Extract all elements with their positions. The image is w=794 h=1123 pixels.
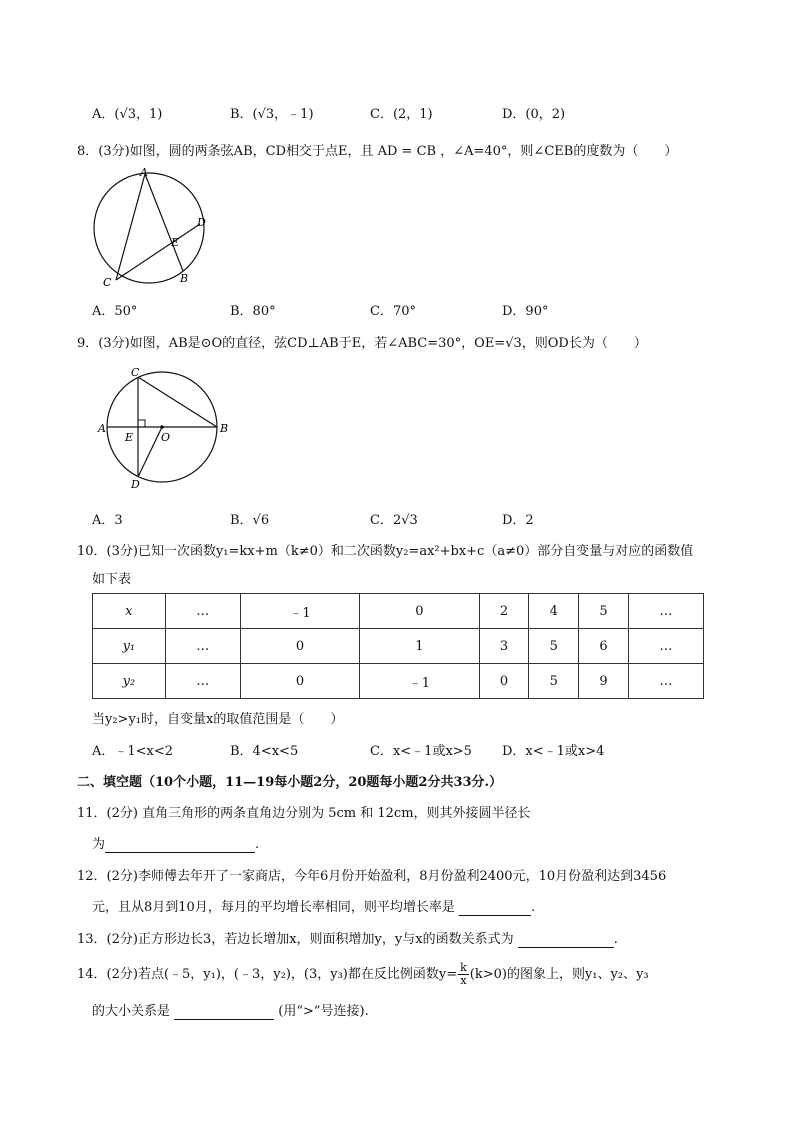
section-heading: 二、填空题（10个小题，11—19每小题2分，20题每小题2分共33分.） [77,775,503,790]
q8-circle-figure [88,166,218,286]
table-cell: ﹣1 [360,664,479,699]
table-cell: 5 [529,664,579,699]
table-cell: ﹣1 [240,594,359,629]
q10-question: 当y₂>y₁时，自变量x的取值范围是（ ） [92,712,344,727]
q10-value-table [92,593,704,699]
q13-text-prefix: 13．(2分)正方形边长3，若边长增加x，则面积增加y，y与x的函数关系式为 [77,932,514,947]
table-cell: 0 [479,664,529,699]
table-row [93,664,704,699]
q9-option-c: C．2√3 [370,513,418,528]
q9-label-d: D [131,478,140,490]
q8-option-a: A．50° [92,304,138,319]
q14-line1 [77,962,649,987]
q10-stem-line1: 10．(3分)已知一次函数y₁=kx+m（k≠0）和二次函数y₂=ax²+bx+c（a≠0）部分自变量与对应的函数值 [77,544,694,559]
q14-text-prefix: 14．(2分)若点(﹣5，y₁)，(﹣3，y₂)，(3，y₃)都在反比例函数y= [77,967,458,982]
q7-option-c: C．(2，1) [370,107,433,122]
q11-text-prefix: 为 [92,837,106,852]
q14-line2-suffix: (用“>”号连接). [278,1004,369,1019]
table-cell: 0 [240,664,359,699]
q10-option-c: C．x<﹣1或x>5 [370,744,472,759]
q9-label-c: C [131,366,140,379]
table-cell: … [165,664,240,699]
q14-fraction [458,962,469,987]
table-cell: 5 [579,594,629,629]
q14-fraction-denominator: x [460,974,467,987]
q9-label-b: B [220,422,229,435]
q11-answer-blank[interactable] [105,837,255,853]
q7-option-b: B．(√3，﹣1) [230,107,314,122]
q9-option-a: A．3 [92,513,123,528]
q10-stem-line2: 如下表 [92,572,132,587]
q14-line2-prefix: 的大小关系是 [92,1004,171,1019]
q12-text-suffix: . [530,900,536,915]
q8-label-e: E [171,236,180,249]
q9-label-e: E [125,431,134,444]
q9-option-d: D．2 [502,513,534,528]
table-cell: x [93,594,166,629]
q11-line1: 11．(2分) 直角三角形的两条直角边分别为 5cm 和 12cm，则其外接圆半径长 [77,806,531,821]
q8-stem: 8．(3分)如图，圆的两条弦AB，CD相交于点E，且 AD = CB ，∠A=40°，则∠CEB的度数为（ ） [77,144,678,159]
q14-text-suffix: (k>0)的图象上，则y₁、y₂、y₃ [469,967,649,982]
table-cell: 1 [360,629,479,664]
q8-label-b: B [180,272,189,285]
table-cell: 4 [529,594,579,629]
table-cell: 0 [240,629,359,664]
q9-label-o: O [161,431,171,444]
q10-option-a: A．﹣1<x<2 [92,744,174,759]
q8-label-c: C [103,276,112,286]
q14-answer-blank[interactable] [174,1004,274,1020]
q8-option-d: D．90° [502,304,549,319]
q12-answer-blank[interactable] [459,900,531,916]
q8-label-d: D [197,216,206,229]
q13-answer-blank[interactable] [518,932,614,948]
q8-label-a: A [140,166,148,179]
q11-text-suffix: . [255,837,260,852]
q14-line2 [92,1000,369,1020]
q8-option-c: C．70° [370,304,416,319]
q11-line2 [92,833,259,853]
table-cell: 5 [529,629,579,664]
table-cell: 9 [579,664,629,699]
table-row [93,629,704,664]
q9-label-a: A [98,422,106,435]
table-cell: 3 [479,629,529,664]
q12-line2 [92,896,535,916]
table-cell: … [628,594,703,629]
q13-line [77,928,618,948]
q8-option-b: B．80° [230,304,276,319]
table-cell: … [628,664,703,699]
q7-option-a: A．(√3，1) [92,107,163,122]
q9-stem: 9．(3分)如图，AB是⊙O的直径，弦CD⊥AB于E，若∠ABC=30°，OE=√3，则OD长为（ ） [77,336,647,351]
table-cell: y₁ [93,629,166,664]
table-cell: … [165,594,240,629]
q13-text-suffix: . [613,932,618,947]
q12-line1: 12．(2分)李师傅去年开了一家商店，今年6月份开始盈利，8月份盈利2400元，10月份盈利达到3456 [77,869,667,884]
table-cell: 2 [479,594,529,629]
table-cell: y₂ [93,664,166,699]
q9-option-b: B．√6 [230,513,270,528]
q7-option-d: D．(0，2) [502,107,566,122]
q9-circle-figure [96,364,236,490]
q10-option-d: D．x<﹣1或x>4 [502,744,605,759]
table-cell: … [628,629,703,664]
q14-fraction-numerator: k [460,961,467,974]
table-row [93,594,704,629]
q10-option-b: B．4<x<5 [230,744,299,759]
table-cell: 0 [360,594,479,629]
q12-text-prefix: 元，且从8月到10月，每月的平均增长率相同，则平均增长率是 [92,900,455,915]
table-cell: 6 [579,629,629,664]
table-cell: … [165,629,240,664]
